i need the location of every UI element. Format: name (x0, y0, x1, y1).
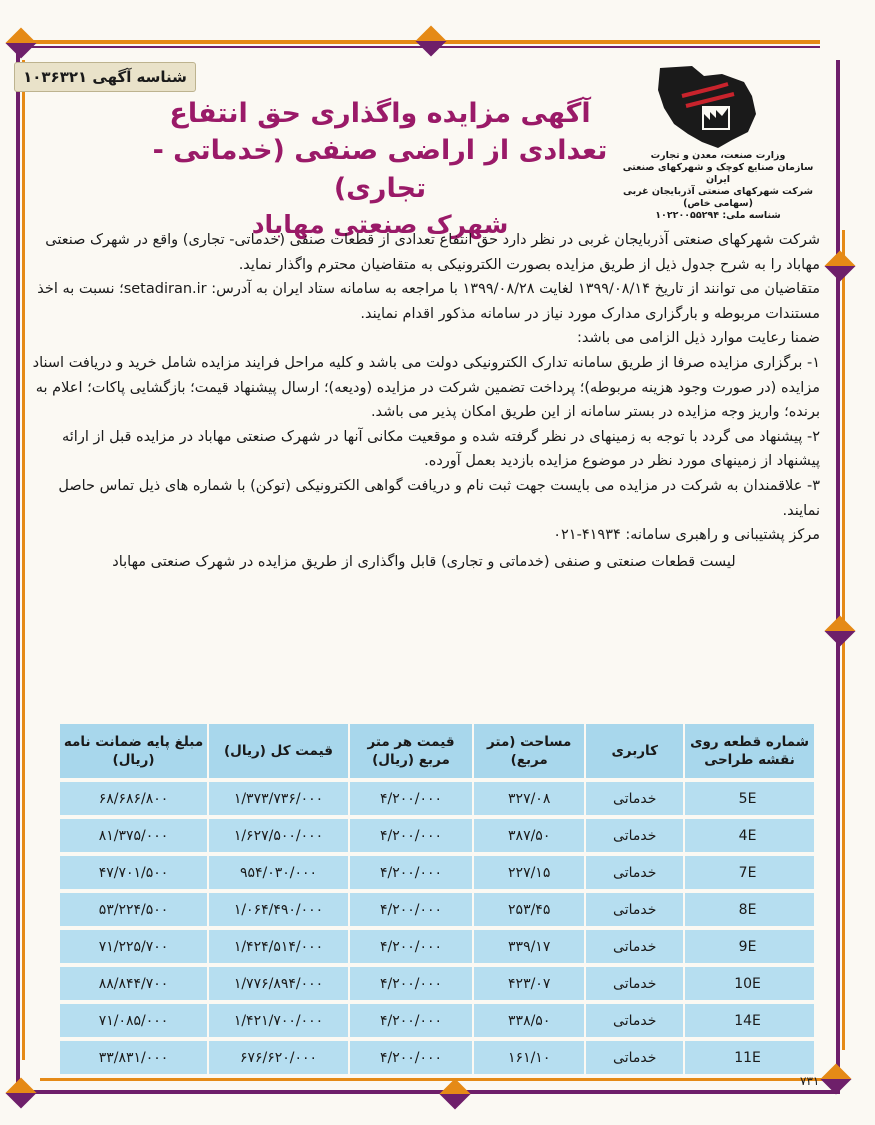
title-line: شهرک صنعتی مهاباد (251, 210, 509, 239)
cell-use: خدماتی (584, 930, 683, 963)
cell-total-price: ۶۷۶/۶۲۰/۰۰۰ (207, 1041, 348, 1074)
frame-bottom-orange (40, 1078, 830, 1081)
cell-total-price: ۱/۰۶۴/۴۹۰/۰۰۰ (207, 893, 348, 926)
cell-use: خدماتی (584, 856, 683, 889)
header-guarantee: مبلغ پایه ضمانت نامه (ریال) (58, 724, 207, 778)
intro-paragraph: شرکت شهرکهای صنعتی آذربایجان غربی در نظر دارد حق انتفاع تعدادی از قطعات صنفی (خدماتی- تجاری) واقع در شهرک صنعتی مهاباد را به شرح جدول ذیل از طریق مزایده بصورت الکترونیکی به متقاضیان محترم واگذار نماید. (45, 232, 820, 273)
table-row (58, 967, 814, 1000)
cell-use: خدماتی (584, 819, 683, 852)
cell-price-per-m2: ۴/۲۰۰/۰۰۰ (348, 967, 472, 1000)
cell-total-price: ۱/۴۲۴/۵۱۴/۰۰۰ (207, 930, 348, 963)
requirement-item-1: ۱- برگزاری مزایده صرفا از طریق سامانه تدارک الکترونیکی دولت می باشد و کلیه مراحل فرایند مزایده شامل خرید و دریافت اسناد مزایده (در صورت وجود هزینه مربوطه)؛ پرداخت تضمین شرکت در مزایده (ودیعه)؛ ارسال پیشنهاد قیمت؛ بازگشایی پاکات؛ اعلام به برنده؛ واریز وجه مزایده در بستر سامانه از این طریق امکان پذیر می باشد. (32, 354, 820, 421)
org-line: سازمان صنایع کوچک و شهرکهای صنعتی ایران (622, 162, 814, 185)
frame-diamond-icon (439, 1078, 470, 1109)
cell-total-price: ۹۵۴/۰۳۰/۰۰۰ (207, 856, 348, 889)
cell-use: خدماتی (584, 782, 683, 815)
cell-plot: 9E (683, 930, 814, 963)
cell-price-per-m2: ۴/۲۰۰/۰۰۰ (348, 856, 472, 889)
notice-body (28, 228, 820, 574)
table-row (58, 1004, 814, 1037)
org-line: شرکت شهرکهای صنعتی آذربایجان غربی (سهامی خاص) (623, 186, 813, 209)
support-line: مرکز پشتیبانی و راهبری سامانه: ۴۱۹۳۴-۰۲۱ (553, 527, 820, 544)
header-plot: شماره قطعه روی نقشه طراحی (683, 724, 814, 778)
cell-area: ۲۵۳/۴۵ (472, 893, 584, 926)
table-row (58, 1041, 814, 1074)
table-row (58, 930, 814, 963)
cell-use: خدماتی (584, 893, 683, 926)
organization-block (612, 150, 824, 222)
frame-diamond-icon (824, 250, 855, 281)
page-number: ۷۳۱ (800, 1074, 820, 1088)
cell-guarantee: ۶۸/۶۸۶/۸۰۰ (58, 782, 207, 815)
cell-plot: 7E (683, 856, 814, 889)
notice-id-badge: شناسه آگهی ۱۰۳۶۳۲۱ (14, 62, 196, 92)
cell-area: ۲۲۷/۱۵ (472, 856, 584, 889)
page-title (150, 96, 610, 242)
cell-total-price: ۱/۷۷۶/۸۹۴/۰۰۰ (207, 967, 348, 1000)
cell-area: ۱۶۱/۱۰ (472, 1041, 584, 1074)
requirement-item-3: ۳- علاقمندان به شرکت در مزایده می بایست جهت ثبت نام و دریافت گواهی الکترونیکی (توکن) با شماره های ذیل تماس حاصل نمایند. (58, 477, 820, 519)
header-use: کاربری (584, 724, 683, 778)
table-title: لیست قطعات صنعتی و صنفی (خدماتی و تجاری) قابل واگذاری از طریق مزایده در شهرک صنعتی مهاباد (112, 553, 736, 570)
cell-plot: 8E (683, 893, 814, 926)
cell-use: خدماتی (584, 1004, 683, 1037)
title-line: تعدادی از اراضی صنفی (خدماتی - تجاری) (152, 135, 608, 204)
frame-diamond-icon (5, 27, 36, 58)
table-row (58, 782, 814, 815)
org-line: شناسه ملی: ۱۰۲۲۰۰۵۵۲۹۴ (655, 210, 781, 221)
cell-use: خدماتی (584, 1041, 683, 1074)
cell-guarantee: ۸۱/۳۷۵/۰۰۰ (58, 819, 207, 852)
cell-price-per-m2: ۴/۲۰۰/۰۰۰ (348, 1041, 472, 1074)
cell-price-per-m2: ۴/۲۰۰/۰۰۰ (348, 893, 472, 926)
frame-diamond-icon (5, 1077, 36, 1108)
frame-diamond-icon (415, 25, 446, 56)
cell-use: خدماتی (584, 967, 683, 1000)
cell-area: ۳۳۸/۵۰ (472, 1004, 584, 1037)
org-line: وزارت صنعت، معدن و تجارت (650, 150, 786, 161)
cell-guarantee: ۷۱/۰۸۵/۰۰۰ (58, 1004, 207, 1037)
frame-left-orange (22, 60, 25, 1060)
cell-plot: 11E (683, 1041, 814, 1074)
cell-area: ۳۳۹/۱۷ (472, 930, 584, 963)
plots-table (58, 720, 814, 1078)
applicants-paragraph: متقاضیان می توانند از تاریخ ۱۳۹۹/۰۸/۱۴ لغایت ۱۳۹۹/۰۸/۲۸ با مراجعه به سامانه ستاد ایران به آدرس: setadiran.ir؛ نسبت به اخذ مستندات مربوطه و بارگزاری مدارک مورد نیاز در سامانه مذکور اقدام نمایند. (37, 281, 820, 322)
iran-map-logo-icon (652, 62, 762, 150)
frame-diamond-icon (824, 615, 855, 646)
cell-guarantee: ۳۳/۸۳۱/۰۰۰ (58, 1041, 207, 1074)
cell-plot: 5E (683, 782, 814, 815)
cell-guarantee: ۷۱/۲۲۵/۷۰۰ (58, 930, 207, 963)
title-line: آگهی مزایده واگذاری حق انتفاع (169, 98, 591, 129)
cell-price-per-m2: ۴/۲۰۰/۰۰۰ (348, 1004, 472, 1037)
cell-guarantee: ۸۸/۸۴۴/۷۰۰ (58, 967, 207, 1000)
table-row (58, 819, 814, 852)
table-row (58, 893, 814, 926)
cell-price-per-m2: ۴/۲۰۰/۰۰۰ (348, 782, 472, 815)
cell-plot: 4E (683, 819, 814, 852)
header-price-per-m2: قیمت هر متر مربع (ریال) (348, 724, 472, 778)
cell-plot: 10E (683, 967, 814, 1000)
table-row (58, 856, 814, 889)
cell-guarantee: ۵۳/۲۲۴/۵۰۰ (58, 893, 207, 926)
header-area: مساحت (متر مربع) (472, 724, 584, 778)
cell-area: ۴۲۳/۰۷ (472, 967, 584, 1000)
cell-price-per-m2: ۴/۲۰۰/۰۰۰ (348, 819, 472, 852)
requirements-intro: ضمنا رعایت موارد ذیل الزامی می باشد: (577, 330, 820, 347)
cell-price-per-m2: ۴/۲۰۰/۰۰۰ (348, 930, 472, 963)
cell-plot: 14E (683, 1004, 814, 1037)
cell-total-price: ۱/۴۲۱/۷۰۰/۰۰۰ (207, 1004, 348, 1037)
table-header-row (58, 724, 814, 778)
frame-right-purple (836, 60, 840, 1080)
cell-area: ۳۸۷/۵۰ (472, 819, 584, 852)
cell-guarantee: ۴۷/۷۰۱/۵۰۰ (58, 856, 207, 889)
header-total-price: قیمت کل (ریال) (207, 724, 348, 778)
frame-left-purple (16, 40, 20, 1095)
requirement-item-2: ۲- پیشنهاد می گردد با توجه به زمینهای در نظر گرفته شده و موقعیت مکانی آنها در شهرک صنعتی مهاباد در مزایده قبل از ارائه پیشنهاد از زمینهای مورد نظر در موضوع مزایده بازدید بعمل آورده. (62, 428, 820, 470)
cell-area: ۳۲۷/۰۸ (472, 782, 584, 815)
cell-total-price: ۱/۳۷۳/۷۳۶/۰۰۰ (207, 782, 348, 815)
cell-total-price: ۱/۶۲۷/۵۰۰/۰۰۰ (207, 819, 348, 852)
frame-bottom-purple (20, 1090, 840, 1094)
